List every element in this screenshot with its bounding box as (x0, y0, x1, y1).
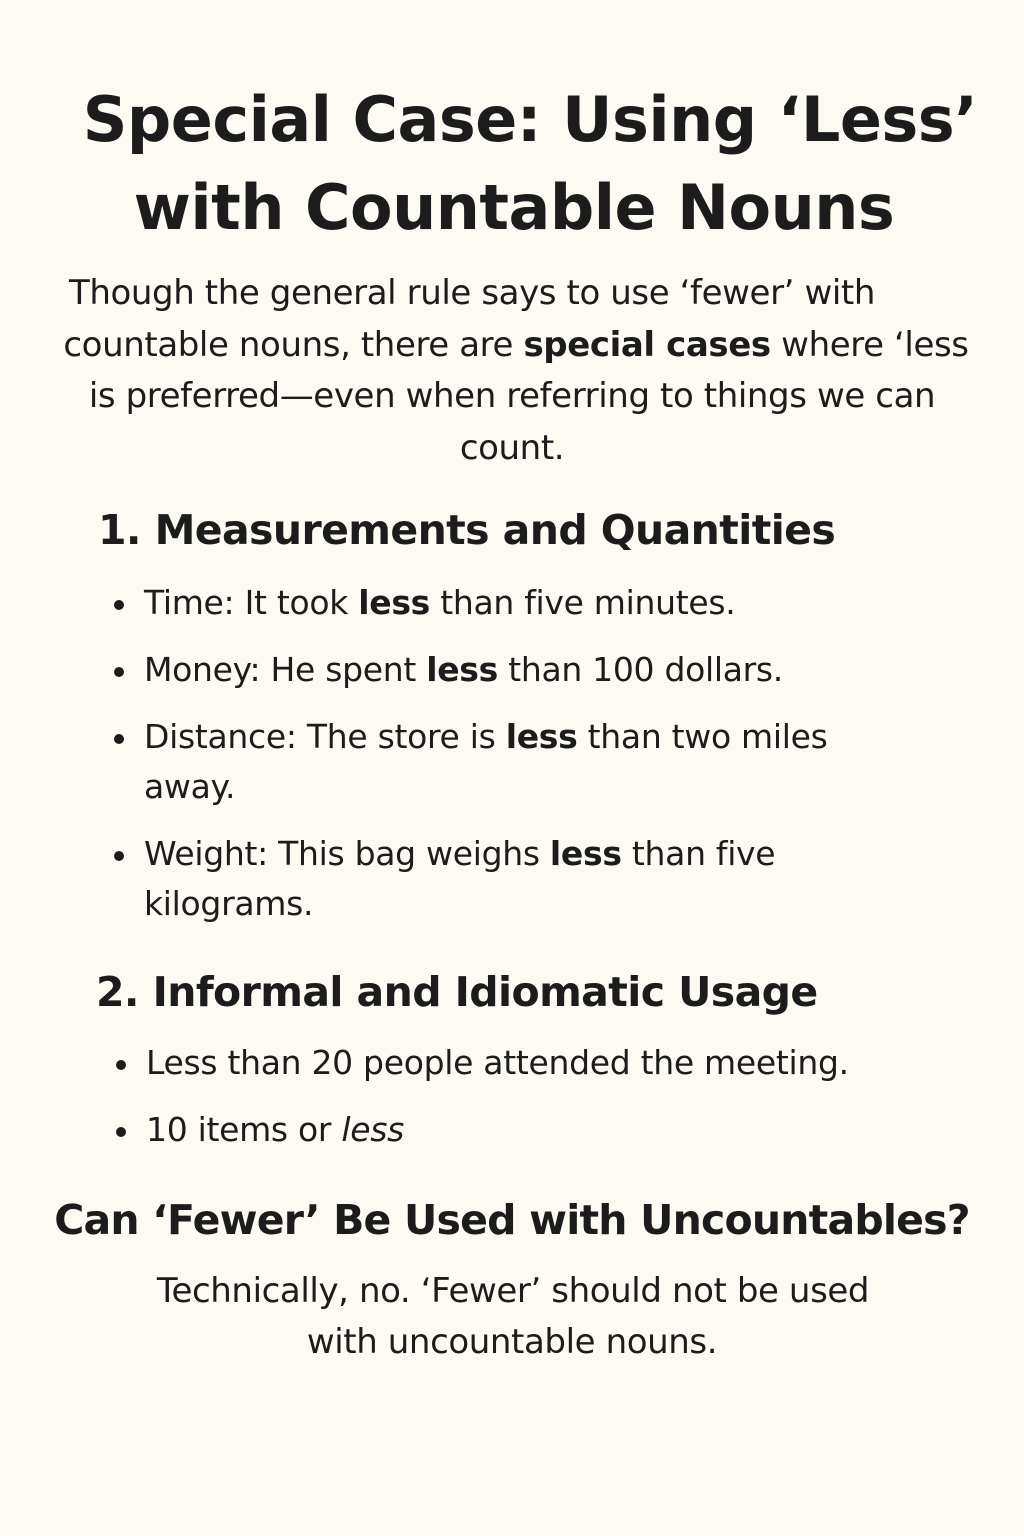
list-item (110, 829, 814, 929)
section-heading-measurements: 1. Measurements and Quantities (98, 506, 836, 554)
item-emphasis: less (426, 650, 498, 689)
intro-line-2-before: countable nouns, there are (63, 324, 524, 365)
item-emphasis: less (358, 583, 431, 622)
measurements-list (110, 578, 910, 946)
item-text: 10 items or (146, 1110, 342, 1149)
item-text: than five kilograms. (144, 834, 776, 923)
list-item (112, 1105, 912, 1155)
item-italic: less (341, 1110, 405, 1149)
answer-line-2: with uncountable nouns. (306, 1322, 718, 1362)
item-text: than 100 dollars. (498, 650, 783, 689)
answer-line-1: Technically, no. ‘Fewer’ should not be used (156, 1271, 870, 1311)
intro-line-4: count. (459, 427, 565, 468)
intro-line-2 (40, 320, 984, 372)
list-item (110, 645, 910, 695)
item-text: Time: It took (144, 583, 359, 622)
item-text: Money: He spent (144, 650, 427, 689)
intro-emphasis: special cases (523, 324, 771, 365)
intro-line-1: Though the general rule says to use ‘fewer’ with (68, 273, 875, 313)
page-title-line-1: Special Case: Using ‘Less’ (82, 83, 978, 156)
section-heading-informal: 2. Informal and Idiomatic Usage (96, 968, 818, 1016)
item-emphasis: less (505, 717, 578, 756)
intro-line-2-after: where ‘less (770, 324, 969, 365)
page-title (40, 76, 984, 252)
item-text: Weight: This bag weighs (144, 834, 550, 873)
question-heading: Can ‘Fewer’ Be Used with Uncountables? (54, 1196, 970, 1244)
item-text: than two miles away. (144, 717, 828, 806)
list-item (112, 1038, 912, 1088)
list-item (110, 578, 910, 628)
item-text: Distance: The store is (144, 717, 506, 756)
item-text: Less than 20 people attended the meeting. (146, 1043, 849, 1082)
item-emphasis: less (549, 834, 622, 873)
list-item (110, 712, 864, 812)
item-text: than five minutes. (430, 583, 736, 622)
intro-paragraph (40, 268, 984, 474)
answer-paragraph (40, 1266, 984, 1368)
informal-usage-list (112, 1038, 912, 1172)
intro-line-3: is preferred—even when referring to things we can (88, 376, 936, 416)
page-title-line-2: with Countable Nouns (133, 171, 895, 244)
